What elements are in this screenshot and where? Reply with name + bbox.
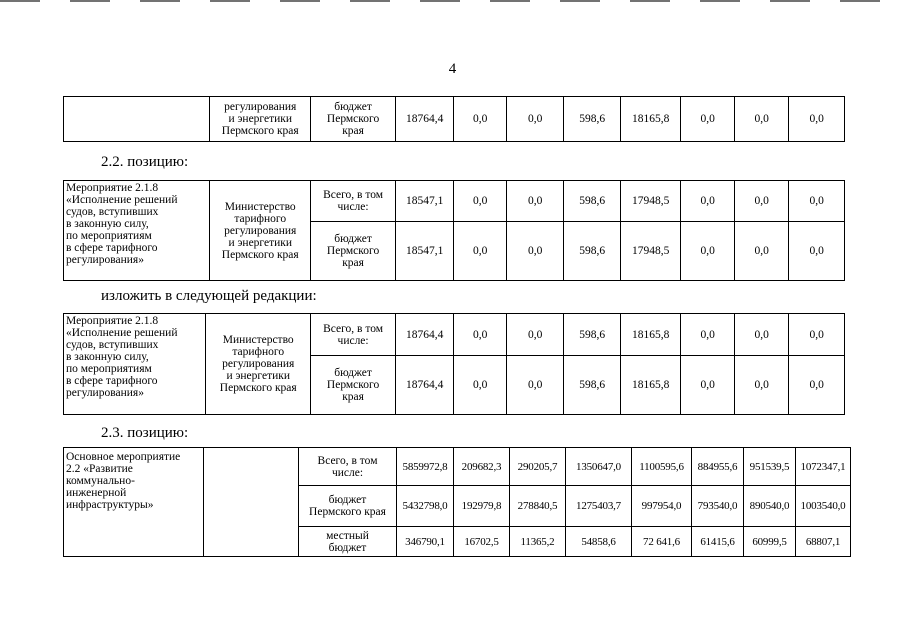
source-cell: бюджет Пермского края — [311, 222, 396, 281]
event-cell: Мероприятие 2.1.8 «Исполнение решений судов, вступивших в законную силу, по мероприятиям в сфере тарифного регулирования» — [64, 181, 210, 281]
caption-position-2-3: 2.3. позицию: — [101, 425, 189, 441]
value-cell: 0,0 — [734, 222, 788, 281]
value-cell: 192979,8 — [454, 486, 510, 527]
value-cell: 1072347,1 — [796, 448, 851, 486]
event-cell: Мероприятие 2.1.8 «Исполнение решений судов, вступивших в законную силу, по мероприятиям в сфере тарифного регулирования» — [64, 314, 206, 415]
value-cell: 72 641,6 — [632, 527, 692, 557]
value-cell: 18165,8 — [620, 356, 681, 415]
value-cell: 0,0 — [789, 356, 845, 415]
value-cell: 0,0 — [506, 97, 564, 142]
value-cell: 17948,5 — [620, 222, 681, 281]
value-cell: 0,0 — [681, 356, 734, 415]
value-cell: 18165,8 — [620, 314, 681, 356]
value-cell: 0,0 — [681, 181, 734, 222]
caption-position-2-2: 2.2. позицию: — [101, 154, 189, 170]
value-cell: 598,6 — [564, 97, 621, 142]
table-row — [64, 314, 845, 356]
value-cell: 0,0 — [734, 314, 788, 356]
value-cell: 0,0 — [454, 181, 506, 222]
value-cell: 0,0 — [789, 222, 845, 281]
value-cell: 884955,6 — [692, 448, 744, 486]
value-cell: 1275403,7 — [566, 486, 632, 527]
value-cell: 0,0 — [789, 97, 845, 142]
value-cell: 209682,3 — [454, 448, 510, 486]
table-position-2-2 — [63, 180, 845, 281]
table-new-edition — [63, 313, 845, 415]
value-cell: 18764,4 — [395, 97, 454, 142]
caption-new-edition: изложить в следующей редакции: — [101, 288, 317, 304]
event-cell: Основное мероприятие 2.2 «Развитие коммунально- инженерной инфраструктуры» — [64, 448, 204, 557]
value-cell: 890540,0 — [744, 486, 796, 527]
value-cell: 1350647,0 — [566, 448, 632, 486]
value-cell: 11365,2 — [510, 527, 566, 557]
scan-edge-mark — [0, 0, 905, 2]
table-continuation — [63, 96, 845, 142]
value-cell: 0,0 — [789, 181, 845, 222]
value-cell: 598,6 — [564, 356, 621, 415]
value-cell: 1100595,6 — [632, 448, 692, 486]
table-row — [64, 181, 845, 222]
value-cell: 16702,5 — [454, 527, 510, 557]
value-cell: 0,0 — [734, 356, 788, 415]
source-cell: Всего, в том числе: — [299, 448, 397, 486]
value-cell: 68807,1 — [796, 527, 851, 557]
value-cell: 0,0 — [454, 222, 506, 281]
value-cell: 0,0 — [681, 314, 734, 356]
responsible-cell: Министерство тарифного регулирования и энергетики Пермского края — [210, 181, 311, 281]
value-cell: 0,0 — [789, 314, 845, 356]
value-cell: 598,6 — [564, 222, 621, 281]
value-cell: 18547,1 — [395, 222, 454, 281]
value-cell: 951539,5 — [744, 448, 796, 486]
value-cell: 290205,7 — [510, 448, 566, 486]
value-cell: 0,0 — [454, 356, 506, 415]
value-cell: 598,6 — [564, 181, 621, 222]
value-cell: 18547,1 — [395, 181, 454, 222]
value-cell: 17948,5 — [620, 181, 681, 222]
value-cell: 0,0 — [506, 314, 564, 356]
value-cell: 278840,5 — [510, 486, 566, 527]
source-cell: Всего, в том числе: — [311, 314, 396, 356]
value-cell: 0,0 — [506, 222, 564, 281]
value-cell: 0,0 — [681, 97, 734, 142]
value-cell: 5859972,8 — [397, 448, 454, 486]
value-cell: 18764,4 — [395, 356, 454, 415]
table-row — [64, 97, 845, 142]
table-row — [64, 448, 851, 486]
value-cell: 61415,6 — [692, 527, 744, 557]
source-cell: бюджет Пермского края — [311, 97, 396, 142]
value-cell: 0,0 — [454, 97, 506, 142]
value-cell: 793540,0 — [692, 486, 744, 527]
source-cell: Всего, в том числе: — [311, 181, 396, 222]
event-cell — [64, 97, 210, 142]
value-cell: 0,0 — [734, 97, 788, 142]
value-cell: 5432798,0 — [397, 486, 454, 527]
value-cell: 60999,5 — [744, 527, 796, 557]
value-cell: 18165,8 — [620, 97, 681, 142]
value-cell: 0,0 — [454, 314, 506, 356]
value-cell: 0,0 — [681, 222, 734, 281]
value-cell: 0,0 — [506, 181, 564, 222]
value-cell: 54858,6 — [566, 527, 632, 557]
page-number: 4 — [448, 61, 457, 77]
responsible-cell: регулирования и энергетики Пермского края — [210, 97, 311, 142]
source-cell: местный бюджет — [299, 527, 397, 557]
source-cell: бюджет Пермского края — [299, 486, 397, 527]
value-cell: 1003540,0 — [796, 486, 851, 527]
value-cell: 0,0 — [506, 356, 564, 415]
table-position-2-3 — [63, 447, 851, 557]
value-cell: 997954,0 — [632, 486, 692, 527]
source-cell: бюджет Пермского края — [311, 356, 396, 415]
value-cell: 346790,1 — [397, 527, 454, 557]
value-cell: 598,6 — [564, 314, 621, 356]
responsible-cell: Министерство тарифного регулирования и энергетики Пермского края — [206, 314, 311, 415]
value-cell: 18764,4 — [395, 314, 454, 356]
value-cell: 0,0 — [734, 181, 788, 222]
responsible-cell — [204, 448, 299, 557]
